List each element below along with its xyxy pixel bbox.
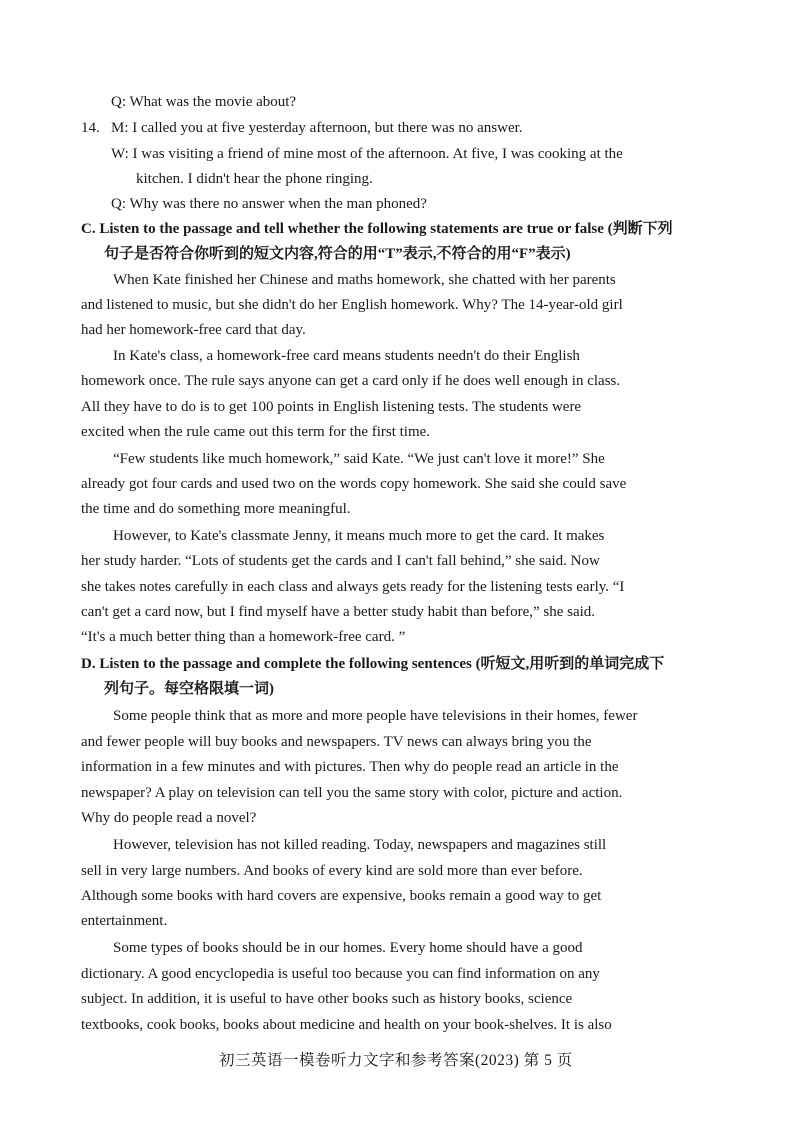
section-d-line: and fewer people will buy books and newspapers. TV news can always bring you the	[81, 734, 592, 750]
section-c-line: However, to Kate's classmate Jenny, it means much more to get the card. It makes	[113, 528, 605, 544]
section-c-line: homework once. The rule says anyone can get a card only if he does well enough in class.	[81, 373, 621, 389]
section-d-heading-line1: D. Listen to the passage and complete the following sentences (听短文,用听到的单词完成下	[81, 656, 665, 672]
dialogue-14-man: M: I called you at five yesterday afternoon, but there was no answer.	[111, 120, 523, 136]
section-c-line: When Kate finished her Chinese and maths homework, she chatted with her parents	[113, 272, 616, 288]
section-d-line: newspaper? A play on television can tell you the same story with color, picture and action.	[81, 785, 623, 801]
section-d-line: entertainment.	[81, 913, 168, 929]
section-d-line: information in a few minutes and with pictures. Then why do people read an article in the	[81, 759, 619, 775]
section-c-heading-line2: 句子是否符合你听到的短文内容,符合的用“T”表示,不符合的用“F”表示)	[104, 246, 571, 262]
question-13: Q: What was the movie about?	[111, 94, 297, 110]
section-c-line: the time and do something more meaningful.	[81, 501, 351, 517]
dialogue-14-woman-line1: W: I was visiting a friend of mine most of the afternoon. At five, I was cooking at the	[111, 146, 623, 162]
section-c-line: already got four cards and used two on the words copy homework. She said she could save	[81, 476, 627, 492]
section-c-line: All they have to do is to get 100 points in English listening tests. The students were	[81, 399, 582, 415]
section-c-heading-line1: C. Listen to the passage and tell whether the following statements are true or false (判断下列	[81, 221, 673, 237]
section-d-line: sell in very large numbers. And books of every kind are sold more than ever before.	[81, 863, 583, 879]
question-14: Q: Why was there no answer when the man phoned?	[111, 196, 427, 212]
section-c-line: had her homework-free card that day.	[81, 322, 306, 338]
section-c-line: she takes notes carefully in each class and always gets ready for the listening tests early. “I	[81, 579, 625, 595]
section-c-line: and listened to music, but she didn't do her English homework. Why? The 14-year-old girl	[81, 297, 623, 313]
section-d-line: Although some books with hard covers are expensive, books remain a good way to get	[81, 888, 602, 904]
section-c-line: “It's a much better thing than a homework-free card. ”	[81, 629, 406, 645]
section-d-line: Some types of books should be in our homes. Every home should have a good	[113, 940, 583, 956]
section-c-line: In Kate's class, a homework-free card means students needn't do their English	[113, 348, 580, 364]
section-d-line: dictionary. A good encyclopedia is useful too because you can find information on any	[81, 966, 600, 982]
section-c-line: can't get a card now, but I find myself have a better study habit than before,” she said.	[81, 604, 596, 620]
section-c-line: “Few students like much homework,” said Kate. “We just can't love it more!” She	[113, 451, 605, 467]
section-c-line: her study harder. “Lots of students get the cards and I can't fall behind,” she said. Now	[81, 553, 600, 569]
item-number-14: 14.	[81, 120, 100, 136]
section-d-line: textbooks, cook books, books about medicine and health on your book-shelves. It is also	[81, 1017, 612, 1033]
dialogue-14-woman-line2: kitchen. I didn't hear the phone ringing.	[136, 171, 373, 187]
section-d-line: subject. In addition, it is useful to have other books such as history books, science	[81, 991, 573, 1007]
section-d-heading-line2: 列句子。每空格限填一词)	[104, 681, 274, 697]
section-d-line: Some people think that as more and more people have televisions in their homes, fewer	[113, 708, 638, 724]
page-footer: 初三英语一模卷听力文字和参考答案(2023) 第 5 页	[219, 1052, 573, 1069]
section-d-line: Why do people read a novel?	[81, 810, 257, 826]
section-d-line: However, television has not killed reading. Today, newspapers and magazines still	[113, 837, 607, 853]
section-c-line: excited when the rule came out this term for the first time.	[81, 424, 431, 440]
